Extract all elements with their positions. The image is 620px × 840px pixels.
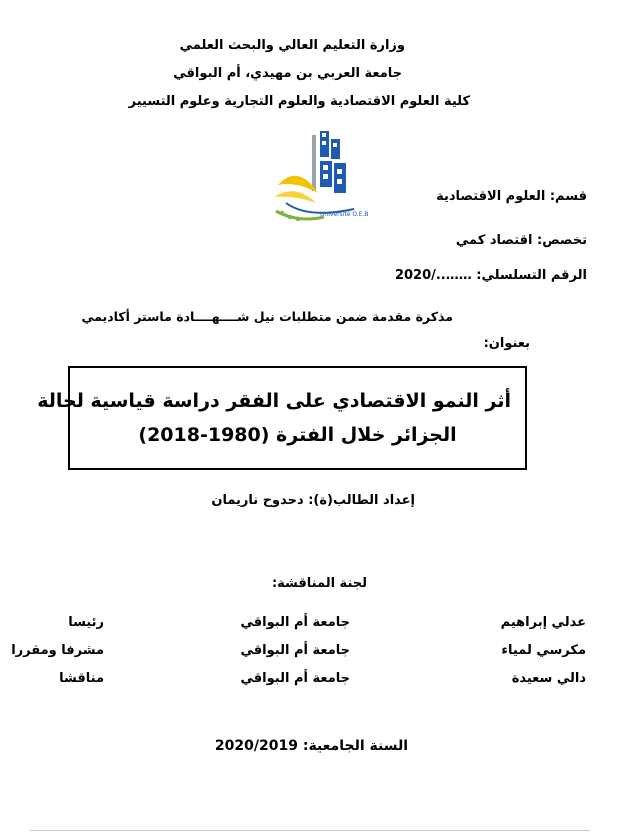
jury-member-name: عدلي إبراهيم xyxy=(500,615,586,630)
thesis-title-line-1: أثر النمو الاقتصادي على الفقر دراسة قياسية لحالة xyxy=(37,390,511,412)
university-logo xyxy=(268,123,368,233)
jury-member-university: جامعة أم البواقي xyxy=(240,643,350,658)
jury-member-university: جامعة أم البواقي xyxy=(240,671,350,686)
faculty-name: كلية العلوم الاقتصادية والعلوم التجارية وعلوم التسيير xyxy=(128,94,470,109)
jury-member-role: مناقشا xyxy=(59,671,104,686)
jury-heading: لجنة المناقشة: xyxy=(271,576,367,591)
academic-year-value: 2020/2019 xyxy=(214,738,298,754)
ministry-name: وزارة التعليم العالي والبحث العلمي xyxy=(179,38,405,53)
jury-member-role: مشرفا ومقررا xyxy=(11,643,104,658)
memo-statement: مذكرة مقدمة ضمن متطلبات نيل شــــهــــادة ماستر أكاديمي xyxy=(81,309,453,324)
title-label: بعنوان: xyxy=(483,336,530,351)
jury-member-name: دالي سعيدة xyxy=(511,671,586,686)
academic-year xyxy=(215,738,408,754)
jury-member-role: رئيسا xyxy=(68,615,104,630)
thesis-title-box xyxy=(37,366,527,470)
specialty-label: تخصص: اقتصاد كمي xyxy=(455,233,587,248)
logo-caption: Université O.E.B xyxy=(320,211,369,218)
serial-number: الرقم التسلسلي: ……../2020 xyxy=(394,268,587,283)
university-name: جامعة العربي بن مهيدي، أم البواقي xyxy=(173,66,402,81)
jury-member-university: جامعة أم البواقي xyxy=(240,615,350,630)
page-bottom-divider xyxy=(30,830,590,831)
jury-member-name: مكرسي لمياء xyxy=(501,643,586,658)
thesis-title-line-2: الجزائر خلال الفترة (1980-2018) xyxy=(138,424,457,446)
department-label: قسم: العلوم الاقتصادية xyxy=(436,189,587,204)
academic-year-label: السنة الجامعية: xyxy=(297,738,408,754)
student-name: إعداد الطالب(ة): دحدوح ناريمان xyxy=(211,493,415,508)
